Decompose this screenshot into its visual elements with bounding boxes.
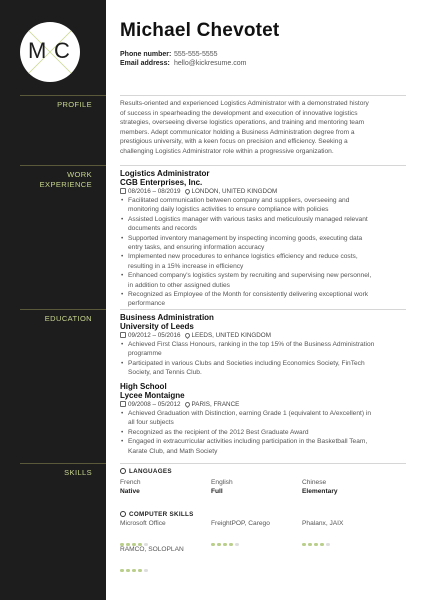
rating-dot	[308, 543, 312, 547]
sidebar-divider-skills	[20, 463, 106, 464]
rating-dot	[320, 543, 324, 547]
job-dates: 08/2016 – 08/2019	[128, 188, 181, 195]
section-title-experience-line1: WORK	[67, 170, 92, 179]
divider-skills	[120, 463, 406, 464]
profile-line: prestigious university, with a keen focus on precision and efficiency. Seeking a	[120, 138, 348, 146]
phone-label: Phone number:	[120, 51, 172, 58]
skill-name: Phalanx, JAIX	[302, 520, 344, 527]
rating-dot	[302, 543, 306, 547]
skill-name: FreightPOP, Carego	[211, 520, 270, 527]
computer-icon	[120, 511, 126, 517]
school-name: University of Leeds	[120, 322, 194, 331]
divider-profile	[120, 95, 406, 96]
list-item: • Participated in various Clubs and Societies including Economics Society, FinTech Society, and Tennis Club.	[120, 359, 392, 378]
monogram-first: M	[28, 38, 47, 63]
divider-education	[120, 309, 406, 310]
full-name: Michael Chevotet	[120, 20, 280, 41]
calendar-icon	[120, 188, 126, 194]
skill-name: RAMCO, SOLOPLAN	[120, 546, 184, 553]
computer-skills-heading: COMPUTER SKILLS	[120, 510, 194, 519]
languages-heading: LANGUAGES	[120, 467, 172, 476]
job-location: LONDON, UNITED KINGDOM	[191, 188, 278, 195]
rating-dot	[126, 569, 130, 573]
phone-value: 555-555-5555	[173, 51, 218, 58]
skill-rating	[302, 533, 332, 537]
education-bullets	[120, 409, 392, 456]
skill-rating	[120, 533, 150, 537]
rating-dot	[326, 543, 330, 547]
skill-rating	[211, 533, 241, 537]
list-item: • Engaged in extracurricular activities including participation in the Basketball Team, Karate Club, and Math Society	[120, 437, 392, 456]
education-location: LEEDS, UNITED KINGDOM	[191, 332, 271, 339]
divider-experience	[120, 165, 406, 166]
list-item: • Supported inventory management by inspecting incoming goods, executing data entry tasks, and ensuring information accuracy	[120, 234, 392, 253]
section-title-education: EDUCATION	[44, 314, 92, 323]
calendar-icon	[120, 332, 126, 338]
calendar-icon	[120, 401, 126, 407]
rating-dot	[235, 543, 239, 547]
company-name: CGB Enterprises, Inc.	[120, 178, 203, 187]
globe-icon	[120, 468, 126, 474]
skill-rating	[120, 559, 150, 563]
rating-dot	[132, 569, 136, 573]
email-label: Email address:	[120, 60, 170, 67]
monogram-last: C	[54, 38, 70, 63]
section-title-skills: SKILLS	[64, 468, 92, 477]
education-meta	[120, 331, 271, 340]
rating-dot	[223, 543, 227, 547]
monogram-logo	[20, 22, 80, 82]
language-french: French Native	[120, 479, 141, 495]
degree-title: High School	[120, 382, 167, 391]
sidebar	[0, 0, 106, 600]
section-title-experience-line2: EXPERIENCE	[39, 180, 92, 189]
sidebar-divider-education	[20, 309, 106, 310]
email-value[interactable]: hello@kickresume.com	[173, 60, 247, 67]
profile-summary	[120, 99, 392, 157]
sidebar-divider-profile	[20, 95, 106, 96]
section-title-profile: PROFILE	[57, 100, 92, 109]
list-item: • Enhanced company's logistics system by recruiting and supervising new personnel, in addition to other assigned duties	[120, 271, 392, 290]
profile-line: members. Adept communicator holding a Business Administration degree from a	[120, 128, 355, 136]
list-item: • Facilitated communication between company and suppliers, overseeing and monitoring daily logistics activities to ensure compliance with policies	[120, 196, 392, 215]
list-item: • Implemented new procedures to enhance logistics efficiency and reduce costs, resulting in a 15% increase in efficiency	[120, 252, 392, 271]
job-meta	[120, 187, 277, 196]
section-title-experience	[10, 170, 92, 190]
list-item: • Achieved First Class Honours, ranking in the top 15% of the Business Administration programme	[120, 340, 392, 359]
education-bullets	[120, 340, 392, 378]
rating-dot	[144, 569, 148, 573]
list-item: • Recognized as the recipient of the 2012 Best Graduate Award	[120, 428, 392, 437]
list-item: • Recognized as Employee of the Month for consistently delivering exceptional work performance	[120, 290, 392, 309]
location-pin-icon	[183, 401, 190, 408]
profile-line: strategies, overseeing diverse logistics operations, and training and mentoring team	[120, 119, 365, 127]
education-meta	[120, 400, 239, 409]
rating-dot	[229, 543, 233, 547]
rating-dot	[217, 543, 221, 547]
location-pin-icon	[183, 188, 190, 195]
sidebar-divider-experience	[20, 165, 106, 166]
profile-line: of success in spearheading the development and execution of innovative logistics	[120, 109, 358, 117]
location-pin-icon	[183, 332, 190, 339]
school-name: Lycee Montaigne	[120, 391, 185, 400]
skill-name: Microsoft Office	[120, 520, 166, 527]
education-dates: 09/2012 – 05/2016	[128, 332, 181, 339]
rating-dot	[211, 543, 215, 547]
language-english: English Full	[211, 479, 233, 495]
job-title: Logistics Administrator	[120, 169, 210, 178]
language-chinese: Chinese Elementary	[302, 479, 338, 495]
education-dates: 09/2008 – 05/2012	[128, 401, 181, 408]
degree-title: Business Administration	[120, 313, 214, 322]
rating-dot	[120, 569, 124, 573]
profile-line: challenging Logistics Administrator role within a progressive organization.	[120, 147, 334, 155]
rating-dot	[138, 569, 142, 573]
job-bullets	[120, 196, 392, 309]
profile-line: Results-oriented and experienced Logistics Administrator with a demonstrated history	[120, 100, 369, 107]
rating-dot	[314, 543, 318, 547]
list-item: • Assisted Logistics manager with various tasks and meticulously managed relevant documents and records	[120, 215, 392, 234]
education-location: PARIS, FRANCE	[191, 401, 240, 408]
list-item: • Achieved Graduation with Distinction, earning Grade 1 (equivalent to A/excellent) in all four subjects	[120, 409, 392, 428]
email-row	[120, 59, 246, 69]
